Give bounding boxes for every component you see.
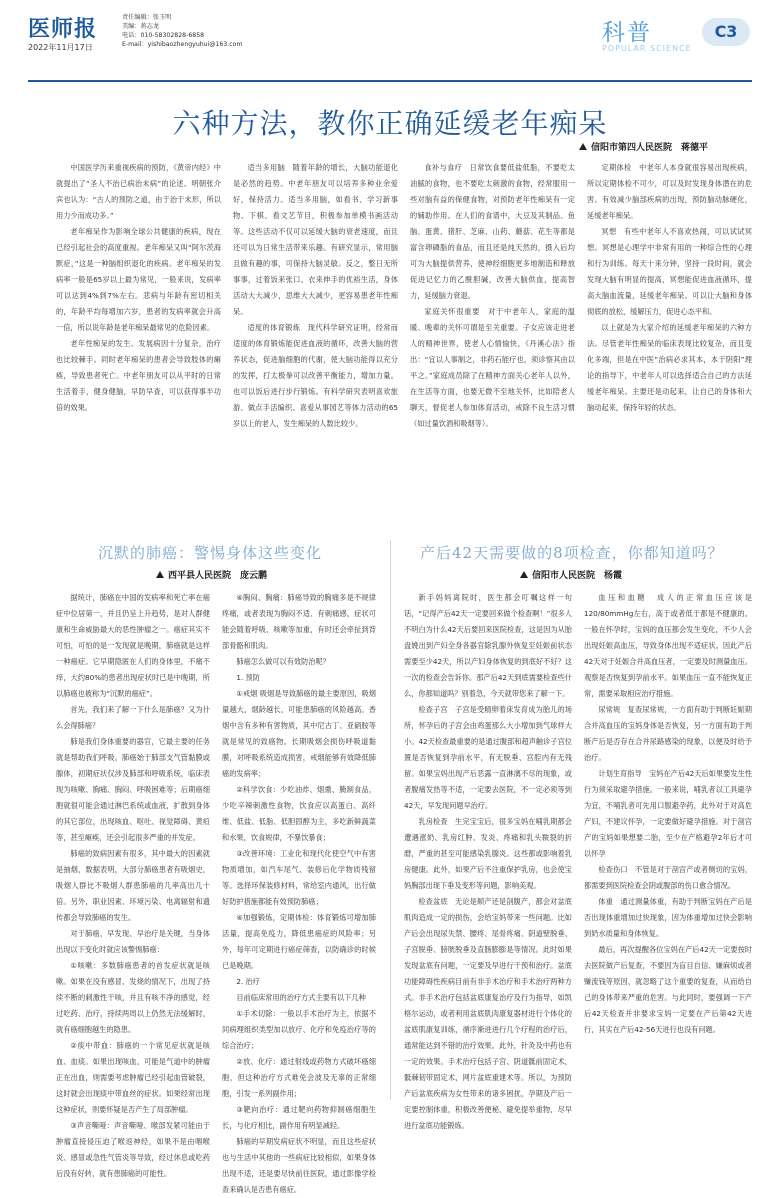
- paragraph: 检查盆底 无论是顺产还是剖腹产，都会对盆底肌肉造成一定的损伤，会给宝妈带来一些问题。比如产后会出现尿失禁、腰疼、尾骨疼痛、阴道壁脱垂、子宫脱垂、膀胱脱垂及直肠膨膨是等情况。此时如果发现盆底有问题，一定要及早进行干预和治疗。盆底功能障碍性疾病目前有非手术治疗和手术治疗两种方式。非手术治疗包括盆底康复治疗及行为指导，如凯格尔运动，或者利用盆底肌肉康复器材进行个体化的盆底肌康复训练，循序渐进进行几个疗程的治疗后，通常能达到不错的治疗效果。此外，针灸及中药也有一定的效果。手术治疗包括子宫、阴道骶前固定术，骶棘韧带固定术，网片盆底重建术等。所以，为预防产后盆底疾病为女性带来的诸多困扰，孕期及产后一定要控制体重，积极改善便秘、避免提举重物，尽早进行盆底功能锻炼。: [404, 897, 572, 1130]
- article3-byline: [520, 568, 622, 581]
- article2-column: [222, 590, 376, 1194]
- article1-column: [587, 160, 752, 530]
- paragraph: 家庭关怀很重要 对于中老年人，家庭的温暖、晚辈的关怀可谓是至关重要。子女应该走进老人的精神世界，使老人心情愉快，《丹溪心法》指出：“宜以人事制之，非药石能疗也，须诊察其由以平之。”家庭成员除了在精神方面关心老年人以外，在生活等方面，也要无微不至地关怀，比如陪老人聊天，督促老人参加体育活动，戒除不良生活习惯（如过量饮酒和吸烟等）。: [410, 307, 575, 428]
- paragraph: 肺癌怎么做可以有效防治呢？: [236, 657, 330, 666]
- paragraph: 肺癌的致病因素有很多，其中最大的因素就是抽烟，数据表明，大部分肺癌患者有吸烟史，吸烟人群比不吸烟人群患肺癌的几率高出几十倍。另外，职业因素、环境污染、电离辐射和遗传都会导致肺癌的发生。: [56, 849, 210, 922]
- paragraph: 定期体检 中老年人本身就很容易出现疾病，所以定期体检不可少，可以及时发现身体潜在的危害。有效减少脑部疾病的出现，预防脑动脉硬化，延缓老年痴呆。: [587, 163, 752, 220]
- paragraph: 新手妈妈离院时，医生都会叮嘱这样一句话，“记得产后42天一定要回来做个检查啊！”很多人不明白为什么42天后要回来医院检查，这是因为从胎盘娩出到产妇全身各器官除乳腺外恢复至妊娠前状态需要至少42天，所以产妇身体恢复的到底好不好？这一次的检查会告诉你。那产后42天到底需要检查些什么，你都知道吗？别着急，今天就带您来了解一下。: [404, 593, 572, 698]
- paragraph: ③靶向治疗：通过靶向药物抑制癌细胞生长，与化疗相比，副作用有明显减轻。: [222, 1105, 376, 1130]
- section-header: [602, 14, 752, 58]
- paragraph: 老年性痴呆的发生、发展病因十分复杂，治疗也比较棘手。同时老年痴呆的患者会导致肢体的瘫痪，导致患者死亡。中老年朋友可以从平时的日常生活着手，健身健脑，早防早查，可以获得事半功倍的效果。: [56, 339, 221, 412]
- paragraph: ④加强锻炼，定期体检：体育锻炼可增加肺活量，提高免疫力，降低患癌症的风险率；另外，每年可定期进行癌症筛查，以防确诊的时候已是晚期。: [222, 913, 376, 970]
- paragraph: 最后，再次提醒各位宝妈在产后42天一定要按时去医院做产后复查，不要因为盲目自信、嫌麻烦或者赚流钱等原因，就忽略了这个重要的复查，从而给自己的身体带来严重的危害。与此同时，要强调一下产后42天检查并非要求宝妈一定要在产后第42天进行，其实在产后42-56天进行也没有问题。: [584, 945, 752, 1034]
- column-divider: [390, 540, 391, 1100]
- article1-column: [56, 160, 221, 530]
- article1-column: [410, 160, 575, 530]
- credit-designer: 美编：蒋志龙: [122, 23, 160, 30]
- article1-column: [233, 160, 398, 530]
- paragraph: 尿常规 复查尿常规，一方面有助于判断妊娠期合并高血压的宝妈身体是否恢复，另一方面有助于判断产后是否存在合并尿路感染的现象，以便及时给予治疗。: [584, 705, 752, 762]
- paragraph: 肺是我们身体重要的器官，它最主要的任务就是帮助我们呼吸。肺癌始于肺部支气管黏膜或腺体，初期症状仅涉及肺部和呼吸系统，临床表现为咳嗽、胸痛、胸闷、呼吸困难等；后期癌细胞就很可能会通过淋巴系统或血液，扩散到身体的其它部位，出现咳血、呕吐、视觉障碍、黄疸等，甚至瘫痪，还会引起很多严重的并发症。: [56, 737, 210, 842]
- newspaper-logo: 医师报: [28, 16, 98, 42]
- paragraph: ①手术切除：一般以手术治疗为主，依据不同病理组织类型加以放疗、化疗和免疫治疗等的综合治疗；: [222, 1009, 376, 1050]
- article2-column: [56, 590, 210, 1178]
- triangle-icon: [156, 571, 164, 578]
- paragraph: ②痰中带血：肺癌的一个常见症状就是咳血、血痰。如果出现咳血，可能是气道中的肿瘤正在出血，则需要考虑肿瘤已经引起血管破裂，这时就会出现痰中带血丝的症状。如果经常出现这种症状，则要怀疑是否产生了局部肿瘤。: [56, 1041, 210, 1114]
- triangle-icon: [520, 571, 528, 578]
- paragraph: 适当多用脑 随着年龄的增长，大脑功能退化是必然的趋势。中老年朋友可以培养多种业余爱好，保持活力。适当多用脑，如看书、学习新事物、下棋、看文艺节目，积极参加单模书画活动等。这些活动不仅可以延缓大脑的衰老速度，而且还可以为日常生活带来乐趣。有研究显示，常用脑且做有趣的事，可保持大脑灵敏。反之，整日无所事事，过着饭来张口、衣来伸手的优裕生活，身体活动大大减少，思维大大减少，更容易患老年性痴呆。: [233, 163, 398, 316]
- article1-title: 六种方法，教你正确延缓老年痴呆: [172, 107, 608, 140]
- paragraph: 血压和血糖 成人的正常血压应该是120/80mmHg左右，高于或者低于都是不健康的。一般在怀孕时，宝妈的血压都会发生变化，不少人会出现妊娠高血压，导致身体出现不适症状。因此产后42天对于妊娠合并高血压者，一定要及时测量血压。观察是否恢复到孕前水平。如果血压一直不能恢复正常，需要采取相应治疗措施。: [584, 593, 752, 698]
- paragraph: 冥想 有些中老年人不喜欢热闹，可以试试冥想。冥想是心理学中非常有用的一种综合性的心理和行为训练。每天十来分钟，坚持一段时间，就会发现大脑有明显的提高，冥想能促进血液循环，提高大脑血流量，延缓老年痴呆。可以让大脑和身体彻底的放松，缓解压力，促进心态平和。: [587, 227, 752, 316]
- masthead: [28, 12, 752, 80]
- paragraph: 食补与食疗 日常饮食要低盐低脂，不要吃太油腻的食物，也不要吃太刺激的食物，经常服用一些对脑有益的保健食物，对预防老年性痴呆有一定的辅助作用。在人们的食谱中，大豆及其制品、鱼脑、蛋黄、猪肝、芝麻、山药、蘑菇、花生等都是富含卵磷脂的食品，而且还是纯天然的，摄入后均可为大脑提供营养，使神经细胞更多地制造和释放促进记忆力的乙酰胆碱，改善大脑供血，提高智力，延缓脑力衰退。: [410, 163, 575, 300]
- paragraph: ③声音嘶哑：声音嘶哑、喉部发紧可能由于肿瘤直接侵压迫了喉返神经，如果不是由咽喉炎、感冒或急性气管炎等导致，经过休息或吃药后没有好转，就有患肺癌的可能性。: [56, 1121, 210, 1178]
- paragraph: ③改善环境：工业化和现代化使空气中有害物质增加，如汽车尾气、装修后化学物质残留等。选择环保装修材料，常给室内通风，出行做好防护措施都能有效预防肺癌；: [222, 849, 376, 906]
- paragraph: 对于肺癌，早发现、早治疗是关键，当身体出现以下变化时就应该警惕肺癌：: [56, 929, 210, 954]
- paragraph: 老年痴呆作为影响全球公共健康的疾病，现在已经引起社会的高度重视。老年痴呆又叫“阿尔茨海默症，”这是一种脑组织退化的疾病。老年痴呆的发病率一般是65岁以上最为常见，一般来说，发病率可以达到4%到7%左右。悲病与年龄有密切相关的，年龄平均每增加六岁，患者的发病率就会升高一倍，所以说年龄是老年痴呆最常见的危险因素。: [56, 227, 221, 332]
- paragraph: 适度的体育锻炼 现代科学研究证明，经常而适度的体育锻炼能促进血液的循环，改善大脑的营养状态，促进脑细胞的代谢，使大脑功能得以充分的发挥，打太极拳可以改善平衡能力，增加力量。也可以饭后进行步行锻炼。有科学研究表明喜欢旅游、做点手活编织、喜爱从事园艺等体力活动的65岁以上的老人，发生痴呆的人数比较少。: [233, 323, 398, 428]
- paragraph: 检查伤口 不管是对于剖宫产或者侧切的宝妈，都需要到医院检查会阴或腹部的伤口愈合情况。: [584, 865, 752, 890]
- article3-body: [404, 590, 752, 1130]
- page-number: C3: [702, 18, 750, 46]
- masthead-rule: [28, 80, 752, 82]
- article1-body: [56, 160, 752, 530]
- section-subtitle: POPULAR SCIENCE: [602, 44, 692, 53]
- credit-phone: 电话：010-58302828-6858: [122, 32, 205, 39]
- paragraph: 计划生育指导 宝妈在产后42天后如果要发生性行为须采取避孕措施。一般来说，哺乳者以工具避孕为宜，不哺乳者可先用口服避孕药，此外对于对高危产妇，不建议怀孕，一定要做好避孕措施。对于剖宫产的宝妈如果想要二胎，至少在产格避孕2年后才可以怀孕: [584, 769, 752, 858]
- article3-author: 信阳市人民医院 杨霞: [532, 571, 623, 581]
- article3-column: [404, 590, 572, 1130]
- paragraph: 首先，我们来了解一下什么是肺癌？又为什么会得肺癌？: [56, 705, 210, 730]
- paragraph: 以上就是为大家介绍的延缓老年痴呆的六种方法。尽管老年性痴呆的临床表现比较复杂，而且变化多端，但是在中医“治病必求其本，本于阴阳”理论的指导下，中老年人可以选择适合自己的方法延缓老年痴呆。主要还是动起来，让自己的身体和大脑动起来，保持年轻的状态。: [587, 323, 752, 412]
- paragraph: ②科学饮食：少吃油炸、烟熏、腌制食品，少吃辛辣刺激性食物，饮食应以高蛋白、高纤维、低盐、低脂、低胆固醇为主，多吃新鲜蔬菜和水果，饮食规律，不暴饮暴食；: [222, 785, 376, 842]
- paragraph: 乳房检查 生完宝宝后，很多宝妈在哺乳期都会遭遇涨奶、乳房红肿、发炎、疼痛和乳头皲裂的折磨，严重的甚至可能感染乳腺炎。这些都或影响着乳房健康。此外，如果产后不注重保护乳房，也会使宝妈胸部出现下垂及变形等问题，影响美观。: [404, 817, 572, 890]
- paragraph: 目前临床常用的治疗方式主要有以下几种: [236, 993, 366, 1002]
- triangle-icon: [579, 143, 587, 150]
- paragraph: 2. 治疗: [236, 977, 260, 986]
- credit-editor: 责任编辑：张玉明: [122, 14, 172, 21]
- credit-email: E-mail：yishibaozhengyuhui@163.com: [122, 41, 243, 48]
- article1-author: 信阳市第四人民医院 蒋德平: [590, 143, 708, 153]
- paragraph: 中国医学历来重视疾病的预防，《黄帝内经》中就提出了“圣人不治已病治未病”的论述。明朝张介宾也认为：“古人的预防之道，由于治于未形，所以用力少而成功多。”: [56, 163, 221, 220]
- article2-body: [56, 590, 376, 1194]
- issue-date: 2022年11月17日: [28, 43, 93, 52]
- paragraph: ①戒烟 吸烟是导致肺癌的最主要原因，吸烟量越大，烟龄越长，可能患肺癌的风险越高。香烟中含有多种有害物质，其中尼古丁、亚硝胺等就是常见的致癌物。长期吸烟会损伤呼吸道黏膜，对呼吸系统造成损害，戒烟能够有效降低肺癌的发病率；: [222, 689, 376, 778]
- article3-title: 产后42天需要做的8项检查，你都知道吗？: [420, 544, 724, 562]
- paragraph: ④胸闷、胸痛：肺癌导致的胸痛多是不规律疼痛，或者表现为胸闷不适、有刺痛感，症状可能会随着呼吸、咳嗽等加重，有时还会牵扯到背部骨骼和肌肉。: [222, 593, 376, 650]
- paragraph: 体重 通过测量体重，有助于判断宝妈在产后是否出现体重增加过快现象，因为体重增加过快会影响到奶水质量和身体恢复。: [584, 897, 752, 938]
- article2-author: 西平县人民医院 庞云鹏: [168, 571, 268, 581]
- paragraph: 1. 预防: [236, 673, 260, 682]
- article3-column: [584, 590, 752, 1100]
- paragraph: 据统计，肺癌在中国的发病率和死亡率在癌症中位居第一，并且仍呈上升趋势，是对人群健康和生命威胁最大的恶性肿瘤之一。癌症其实不可怕，可怕的是一发现就是晚期，肺癌就是这样一种癌症。它早期隐匿在人们的身体里，不痛不痒，大约80%的患者出现症状时已是中晚期，所以肺癌也被称为“沉默的癌症”。: [56, 593, 210, 698]
- paragraph: 检查子宫 子宫是受精卵着床发育成为胎儿的场所，怀孕后的子宫会由鸡蛋那么大小增加到气球样大小。42天检查最重要的是通过腹部和超声触诊子宫位置是否恢复到孕前水平，有无脱垂、宫腔内有无残留。如果宝妈出现产后恶露一直淋漓不尽的现象，或者腹痛发热等不适，一定要去医院，不一定必须等到42天，早发现问题早治疗。: [404, 705, 572, 810]
- paragraph: ②放、化疗：通过射线或药物方式破坏癌细胞，但这种治疗方式难免会波及无辜的正常细胞，引发一系列副作用；: [222, 1057, 376, 1098]
- section-title: 科普: [602, 20, 652, 46]
- article2-byline: [156, 568, 267, 581]
- article2-title: 沉默的肺癌：警惕身体这些变化: [98, 544, 323, 562]
- editorial-credits: [122, 13, 243, 49]
- paragraph: 肺癌的早期发病症状不明显，而且这些症状也与生活中其他的一些病症比较相似，如果身体出现不适，还是要尽快前往医院，通过影像学检查来确认是否患有癌症。: [222, 1137, 376, 1194]
- article1-byline: [452, 140, 752, 153]
- paragraph: ①咳嗽：多数肺癌患者的首发症状就是咳嗽。如果在没有感冒、发烧的情况下，出现了持续不断的刺激性干咳，并且有咳不净的感觉，经过吃药、治疗，持续两周以上仍然无法缓解时，就有癌细胞越生的隐患。: [56, 961, 210, 1034]
